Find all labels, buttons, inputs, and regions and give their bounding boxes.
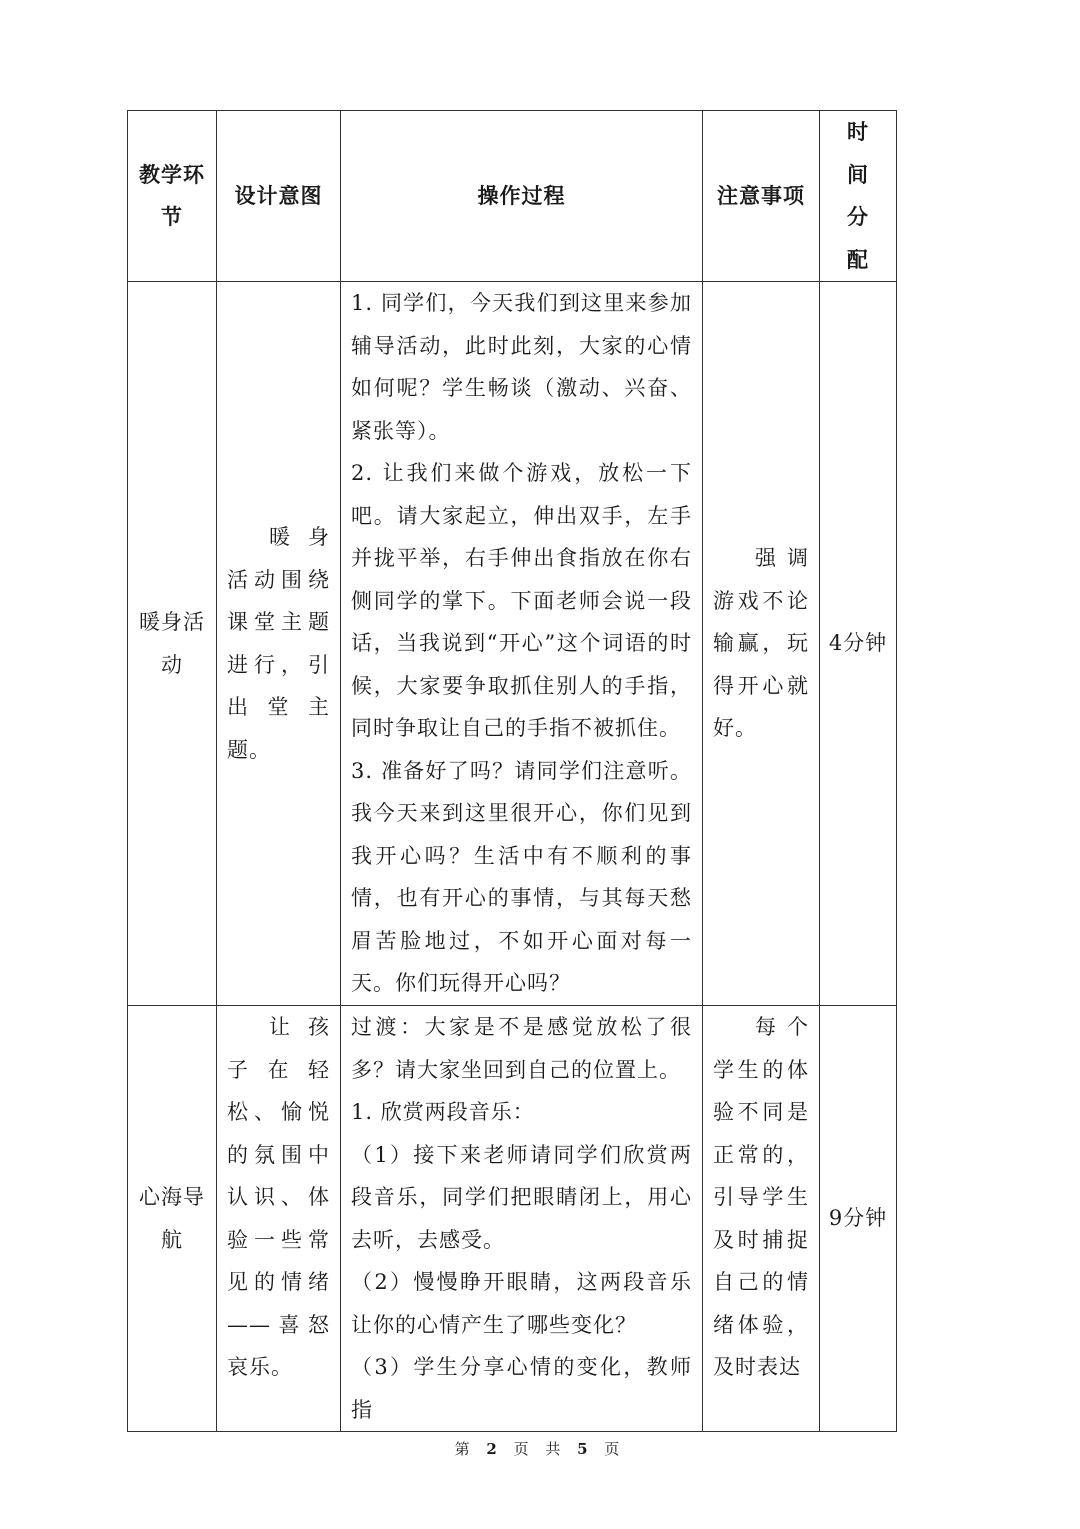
header-time-char: 间 — [847, 161, 869, 187]
time-text: 9分钟 — [828, 1206, 888, 1231]
process-paragraph: （1）接下来老师请同学们欣赏两段音乐，同学们把眼睛闭上，用心去听，去感受。 — [351, 1142, 692, 1252]
stage-cell — [128, 1006, 217, 1432]
header-time — [820, 111, 897, 282]
process-cell — [341, 282, 703, 1006]
header-row — [128, 111, 897, 282]
stage-text: 心海导航 — [139, 1185, 205, 1252]
footer-suffix: 页 — [604, 1440, 626, 1458]
header-notes-label: 注意事项 — [717, 182, 805, 208]
process-paragraph: 2. 让我们来做个游戏，放松一下吧。请大家起立，伸出双手，左手并拢平举，右手伸出食指放在你右侧同学的掌下。下面老师会说一段话，当我说到“开心”这个词语的时候，大家要争取抓住别人的手指，同时争取让自己的手指不被抓住。 — [351, 461, 692, 741]
header-stage — [128, 111, 217, 282]
header-time-char: 分 — [847, 204, 869, 229]
header-stage-label: 教学环节 — [139, 161, 205, 229]
stage-cell — [128, 282, 217, 1006]
intent-cell — [217, 1006, 341, 1432]
process-paragraph: 3. 准备好了吗？请同学们注意听。我今天来到这里很开心，你们见到我开心吗？生活中有不顺利的事情，也有开心的事情，与其每天愁眉苦脸地过，不如开心面对每一天。你们玩得开心吗？ — [351, 758, 692, 996]
notes-text: 每个学生的体验不同是正常的，引导学生及时捕捉自己的情绪体验，及时表达 — [713, 1015, 809, 1379]
notes-cell — [703, 282, 820, 1006]
table-row — [128, 1006, 897, 1432]
time-cell — [820, 1006, 897, 1432]
header-intent-label: 设计意图 — [234, 182, 323, 208]
process-paragraph: （3）学生分享心情的变化，教师指 — [351, 1355, 692, 1422]
process-paragraph: 1. 欣赏两段音乐： — [351, 1100, 535, 1124]
footer-mid: 页 共 — [513, 1440, 567, 1458]
notes-cell — [703, 1006, 820, 1432]
header-time-char: 时 — [847, 119, 869, 144]
notes-text: 强调游戏不论输赢，玩得开心就好。 — [713, 546, 809, 741]
process-paragraph: （2）慢慢睁开眼睛，这两段音乐让你的心情产生了哪些变化？ — [351, 1270, 692, 1337]
page-footer — [0, 1438, 1080, 1459]
stage-text: 暖身活动 — [139, 610, 205, 677]
time-text: 4分钟 — [828, 631, 888, 656]
intent-cell — [217, 282, 341, 1006]
table-row — [128, 282, 897, 1006]
header-notes — [703, 111, 820, 282]
process-cell — [341, 1006, 703, 1432]
header-process-label: 操作过程 — [477, 182, 566, 208]
intent-text: 让孩子在轻松、愉悦的氛围中认识、体验一些常见的情绪——喜怒哀乐。 — [227, 1015, 330, 1379]
process-paragraph: 过渡：大家是不是感觉放松了很多？请大家坐回到自己的位置上。 — [351, 1015, 692, 1082]
process-paragraph: 1. 同学们，今天我们到这里来参加辅导活动，此时此刻，大家的心情如何呢？学生畅谈（激动、兴奋、紧张等）。 — [351, 291, 692, 443]
time-cell — [820, 282, 897, 1006]
footer-total-pages: 5 — [577, 1440, 594, 1458]
lesson-plan-table — [127, 110, 897, 1432]
header-process — [341, 111, 703, 282]
header-time-char: 配 — [847, 246, 869, 272]
header-intent — [217, 111, 341, 282]
intent-text: 暖身活动围绕课堂主题进行，引出堂主题。 — [227, 525, 330, 762]
footer-page-number: 2 — [486, 1440, 503, 1458]
footer-prefix: 第 — [454, 1440, 476, 1458]
